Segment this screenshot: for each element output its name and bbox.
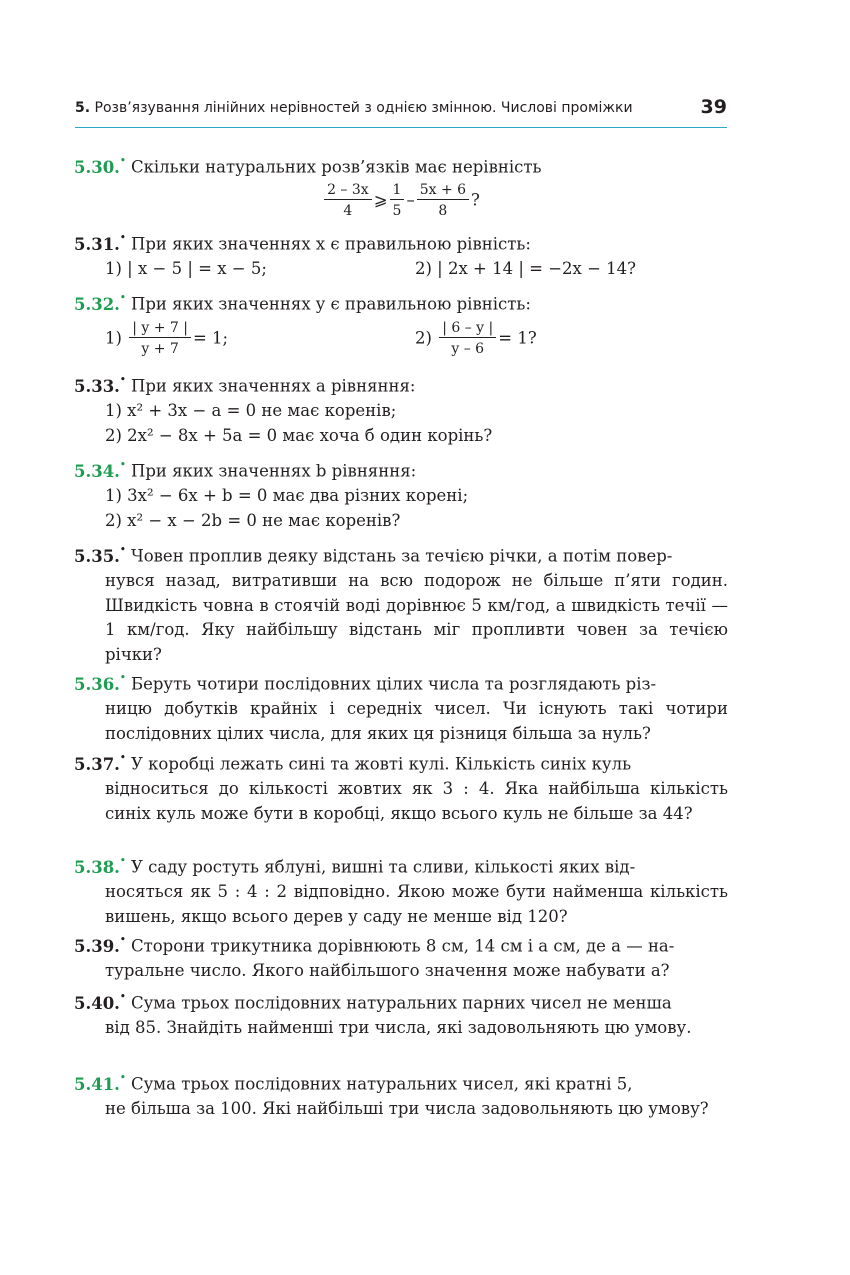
problem-5-31 <box>74 229 728 282</box>
problem-text-cont: ницю добутків крайніх і середніх чисел. Чи існують такі чотири послідовних цілих числа, для яких ця різниця більша за нуль? <box>105 699 728 743</box>
problem-text-cont: не більша за 100. Які найбільші три числа задовольняють цю умову? <box>105 1099 709 1118</box>
chapter-title: Розв’язування лінійних нерівностей з однією змінною. Числові проміжки <box>94 100 633 116</box>
item-2: 2) x² − x − 2b = 0 не має коренів? <box>105 510 401 530</box>
problem-text: При яких значеннях a рівняння: <box>130 376 416 396</box>
problem-5-33 <box>74 371 728 448</box>
header-rule <box>75 127 727 128</box>
problem-5-36 <box>74 669 728 746</box>
fraction: $\frac{5x + 6}{8}$ <box>417 182 469 220</box>
problem-number: 5.40.• <box>74 992 126 1013</box>
problem-number: 5.34.• <box>74 460 126 481</box>
item-2: 2) 2x² − 8x + 5a = 0 має хоча б один корінь? <box>105 425 493 445</box>
fraction: $\frac{2 - 3x}{4}$ <box>324 182 372 220</box>
problem-text: Беруть чотири послідовних цілих числа та розглядають різ- <box>130 674 657 694</box>
problem-text: Сума трьох послідовних натуральних парних чисел не менша <box>130 993 672 1013</box>
problem-text: У саду ростуть яблуні, вишні та сливи, кількості яких від- <box>130 857 636 877</box>
problem-text-cont: від 85. Знайдіть найменші три числа, які задовольняють цю умову. <box>105 1018 692 1037</box>
problem-text: При яких значеннях y є правильною рівність: <box>130 294 531 314</box>
chapter-number: 5. <box>75 100 91 116</box>
problem-number: 5.35.• <box>74 545 126 566</box>
problem-text: Сторони трикутника дорівнюють 8 см, 14 см і a см, де a — на- <box>130 936 675 956</box>
problem-text: Скільки натуральних розв’язків має нерівність <box>130 157 542 177</box>
problem-text: Човен проплив деяку відстань за течією річки, а потім повер- <box>130 546 673 566</box>
problem-number: 5.37.• <box>74 753 126 774</box>
problem-text: При яких значеннях b рівняння: <box>130 461 417 481</box>
problem-number: 5.30.• <box>74 156 126 177</box>
fraction: $\frac{1}{5}$ <box>390 182 405 220</box>
problem-5-38 <box>74 852 728 929</box>
item-1: 1) | x − 5 | = x − 5; <box>105 259 267 278</box>
problem-5-32 <box>74 289 728 358</box>
item-2: 2) $\frac{| 6 - y |}{y - 6}$ = 1? <box>415 320 537 357</box>
item-1: 1) 3x² − 6x + b = 0 має два різних корені; <box>105 486 469 505</box>
problem-text: При яких значеннях x є правильною рівність: <box>130 234 531 254</box>
problem-text-cont: носяться як 5 : 4 : 2 відповідно. Якою може бути найменша кількість вишень, якщо всього дерев у саду не менше від 120? <box>105 882 728 926</box>
problem-text: Сума трьох послідовних натуральних чисел, які кратні 5, <box>130 1074 633 1094</box>
item-1: 1) $\frac{| y + 7 |}{y + 7}$ = 1; <box>105 320 229 357</box>
inequality: $\frac{2 - 3x}{4}$ ⩾ $\frac{1}{5}$ – $\frac{5x + 6}{8}$ ? <box>74 182 728 220</box>
problem-text-cont: нувся назад, витративши на всю подорож не більше п’яти годин. Швидкість човна в стоячій воді дорівнює 5 км/год, а швидкість течії — 1 км/год. Яку найбільшу відстань міг пропливти човен за течією річки? <box>105 571 728 664</box>
problem-number: 5.33.• <box>74 375 126 396</box>
problem-5-41 <box>74 1069 728 1122</box>
problem-number: 5.31.• <box>74 233 126 254</box>
page-number: 39 <box>700 96 727 118</box>
problem-number: 5.39.• <box>74 935 126 956</box>
page-header <box>75 96 727 128</box>
item-1: 1) x² + 3x − a = 0 не має коренів; <box>105 401 397 420</box>
problem-text-cont: відноситься до кількості жовтих як 3 : 4. Яка найбільша кількість синіх куль може бути в коробці, якщо всього куль не більше за 44? <box>105 779 728 823</box>
problem-5-40 <box>74 988 728 1041</box>
problem-5-30 <box>74 152 728 220</box>
item-2: 2) | 2x + 14 | = −2x − 14? <box>415 259 637 278</box>
problem-number: 5.41.• <box>74 1073 126 1094</box>
problem-5-35 <box>74 541 728 667</box>
problem-5-39 <box>74 931 728 984</box>
problem-text: У коробці лежать сині та жовті кулі. Кількість синіх куль <box>130 754 632 774</box>
problem-text-cont: туральне число. Якого найбільшого значення може набувати a? <box>105 961 670 980</box>
problem-number: 5.38.• <box>74 856 126 877</box>
problem-number: 5.36.• <box>74 673 126 694</box>
problem-5-37 <box>74 749 728 826</box>
problem-number: 5.32.• <box>74 293 126 314</box>
problem-5-34 <box>74 456 728 533</box>
